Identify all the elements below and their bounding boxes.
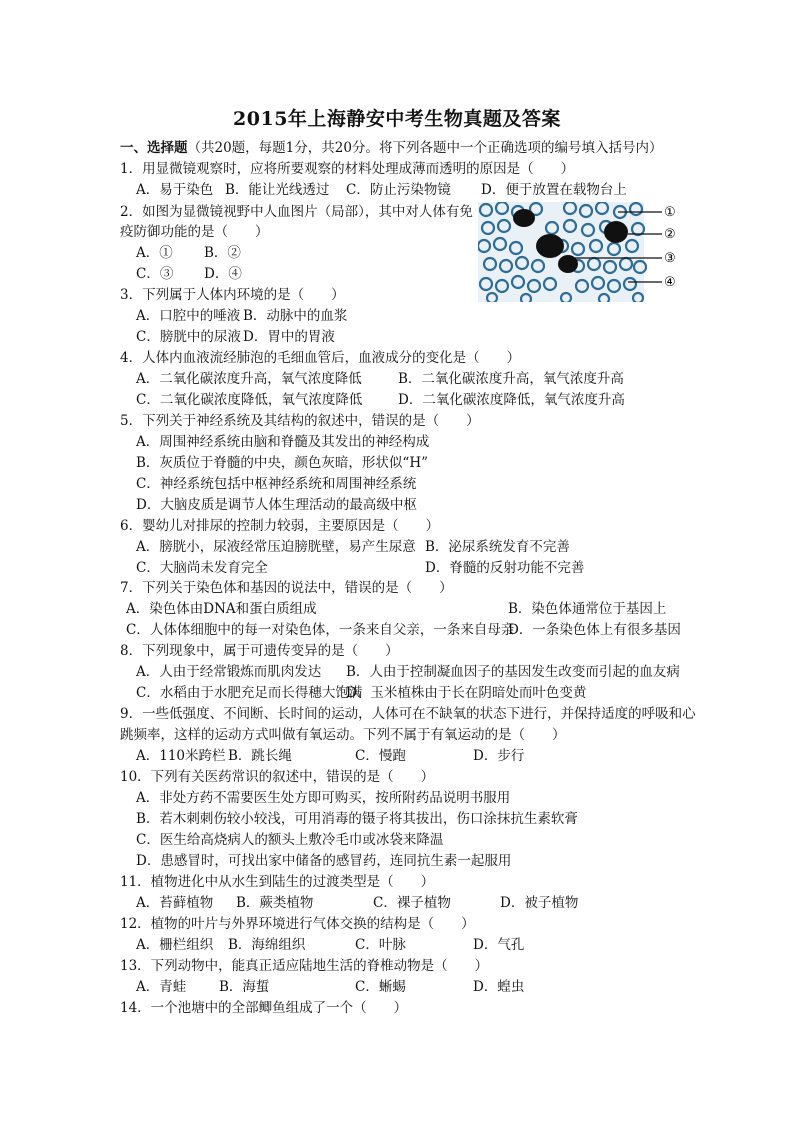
blood-smear-image (478, 202, 684, 302)
question-6-option-b: B．泌尿系统发育不完善 (425, 539, 570, 555)
question-8-option-d: D．玉米植株由于长在阴暗处而叶色变黄 (346, 685, 587, 701)
question-3-option-d: D．胃中的胃液 (243, 329, 335, 345)
question-9-option-d: D．步行 (473, 748, 525, 764)
figure-label-4: ④ (664, 275, 676, 290)
question-7-stem: 7．下列关于染色体和基因的说法中，错误的是（ ） (120, 580, 453, 596)
question-9-stem-line-1: 9．一些低强度、不间断、长时间的运动，人体可在不缺氧的状态下进行，并保持适度的呼吸和心 (120, 706, 696, 722)
question-6-option-c: C．大脑尚未发育完全 (136, 560, 268, 576)
question-11-option-d: D．被子植物 (500, 895, 579, 911)
question-8-option-c: C．水稻由于水肥充足而长得穗大饱满 (136, 685, 363, 701)
question-1-option-b: B．能让光线透过 (225, 182, 330, 198)
question-12-option-c: C．叶脉 (355, 937, 406, 953)
question-1-option-d: D．便于放置在载物台上 (481, 182, 627, 198)
question-13-option-d: D．蝗虫 (473, 979, 525, 995)
question-9-option-a: A．110米跨栏 (136, 748, 226, 764)
question-7-option-a: A．染色体由DNA和蛋白质组成 (126, 601, 317, 617)
question-13-option-c: C．蜥蜴 (355, 979, 406, 995)
question-8-stem: 8．下列现象中，属于可遗传变异的是（ ） (120, 643, 399, 659)
question-6-option-a: A．膀胱小，尿液经常压迫膀胱壁，易产生尿意 (136, 539, 416, 555)
section-header (120, 138, 662, 158)
question-12-option-a: A．栅栏组织 (136, 937, 214, 953)
question-5-option-a: A．周围神经系统由脑和脊髓及其发出的神经构成 (136, 434, 430, 450)
blood-smear-figure (478, 202, 684, 302)
question-13-option-a: A．青蛙 (136, 979, 187, 995)
question-4-option-b: B．二氧化碳浓度升高，氧气浓度升高 (398, 371, 624, 387)
question-3-option-a: A．口腔中的唾液 (136, 308, 241, 324)
question-9-option-c: C．慢跑 (355, 748, 406, 764)
question-10-option-c: C．医生给高烧病人的额头上敷冷毛巾或冰袋来降温 (136, 832, 444, 848)
question-5-option-b: B．灰质位于脊髓的中央，颜色灰暗，形状似“H” (136, 455, 428, 471)
question-2-option-d: D．④ (204, 266, 242, 282)
question-2-option-b: B．② (204, 245, 241, 261)
question-6-stem: 6．婴幼儿对排尿的控制力较弱，主要原因是（ ） (120, 518, 440, 534)
question-8-option-a: A．人由于经常锻炼而肌肉发达 (136, 664, 322, 680)
question-9-option-b: B．跳长绳 (228, 748, 292, 764)
question-7-option-c: C．人体体细胞中的每一对染色体，一条来自父亲，一条来自母亲 (126, 622, 515, 638)
question-10-option-a: A．非处方药不需要医生处方即可购买，按所附药品说明书服用 (136, 790, 511, 806)
figure-label-3: ③ (664, 251, 676, 266)
section-note: （共20题，每题1分，共20分。将下列各题中一个正确选项的编号填入括号内） (187, 140, 663, 156)
question-9-stem-line-2: 跳频率，这样的运动方式叫做有氧运动。下列不属于有氧运动的是（ ） (120, 727, 566, 743)
question-3-stem: 3．下列属于人体内环境的是（ ） (120, 287, 345, 303)
question-2-stem-line-2: 疫防御功能的是（ ） (120, 224, 269, 240)
question-10-option-d: D．患感冒时，可找出家中储备的感冒药，连同抗生素一起服用 (136, 853, 512, 869)
question-11-option-c: C．裸子植物 (373, 895, 451, 911)
section-lead: 一、选择题 (120, 140, 188, 156)
question-12-option-b: B．海绵组织 (228, 937, 306, 953)
question-4-option-c: C．二氧化碳浓度降低，氧气浓度降低 (136, 392, 363, 408)
question-10-option-b: B．若木刺刺伤较小较浅，可用消毒的镊子将其拔出，伤口涂抹抗生素软膏 (136, 811, 578, 827)
question-8-option-b: B．人由于控制凝血因子的基因发生改变而引起的血友病 (346, 664, 680, 680)
question-3-option-c: C．膀胱中的尿液 (136, 329, 241, 345)
question-12-stem: 12．植物的叶片与外界环境进行气体交换的结构是（ ） (120, 916, 475, 932)
question-2-option-a: A．① (136, 245, 173, 261)
question-14-stem: 14．一个池塘中的全部鲫鱼组成了一个（ ） (120, 1000, 408, 1016)
figure-label-1: ① (664, 205, 676, 220)
question-2-stem-line-1: 2．如图为显微镜视野中人血图片（局部），其中对人体有免 (120, 204, 473, 220)
question-11-option-b: B．蕨类植物 (236, 895, 314, 911)
question-10-stem: 10．下列有关医药常识的叙述中，错误的是（ ） (120, 769, 435, 785)
question-4-option-a: A．二氧化碳浓度升高，氧气浓度降低 (136, 371, 362, 387)
question-1-option-a: A．易于染色 (136, 182, 214, 198)
question-5-option-c: C．神经系统包括中枢神经系统和周围神经系统 (136, 476, 417, 492)
question-13-stem: 13．下列动物中，能真正适应陆地生活的脊椎动物是（ ） (120, 958, 489, 974)
page-title: 2015年上海静安中考生物真题及答案 (233, 108, 561, 130)
figure-label-2: ② (664, 227, 676, 242)
question-4-option-d: D．二氧化碳浓度降低，氧气浓度升高 (398, 392, 625, 408)
question-13-option-b: B．海蜇 (219, 979, 270, 995)
question-2-option-c: C．③ (136, 266, 174, 282)
question-3-option-b: B．动脉中的血浆 (243, 308, 348, 324)
question-11-option-a: A．苔藓植物 (136, 895, 214, 911)
question-1-option-c: C．防止污染物镜 (346, 182, 451, 198)
question-7-option-b: B．染色体通常位于基因上 (508, 601, 667, 617)
question-4-stem: 4．人体内血液流经肺泡的毛细血管后，血液成分的变化是（ ） (120, 350, 521, 366)
question-5-stem: 5．下列关于神经系统及其结构的叙述中，错误的是（ ） (120, 413, 480, 429)
question-12-option-d: D．气孔 (473, 937, 525, 953)
question-5-option-d: D．大脑皮质是调节人体生理活动的最高级中枢 (136, 497, 417, 513)
question-11-stem: 11．植物进化中从水生到陆生的过渡类型是（ ） (120, 874, 435, 890)
question-1-stem: 1．用显微镜观察时，应将所要观察的材料处理成薄而透明的原因是（ ） (120, 161, 575, 177)
question-6-option-d: D．脊髓的反射功能不完善 (425, 560, 585, 576)
question-7-option-d: D．一条染色体上有很多基因 (508, 622, 681, 638)
